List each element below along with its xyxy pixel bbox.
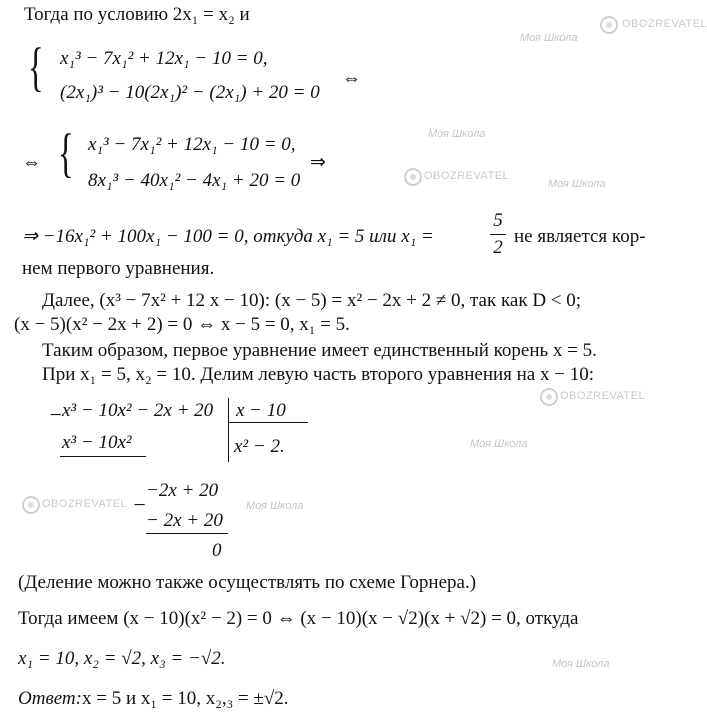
watermark-logo-icon: [600, 16, 618, 34]
watermark-logo-icon: [540, 388, 558, 406]
line-divide-second: При x₁ = 5, x₂ = 10. Делим левую часть второго уравнения на x − 10:: [42, 364, 594, 385]
equivalence-arrow-2: ⇔: [22, 152, 41, 173]
line-condition: Тогда по условию 2x₁ = x₂ и: [24, 4, 250, 25]
answer-text: x = 5 и x₁ = 10, x₂,₃ = ±√2.: [82, 688, 289, 709]
line-horner-note: (Деление можно также осуществлять по схеме Горнера.): [18, 572, 477, 593]
watermark-logo-icon: [22, 496, 40, 514]
line-result: ⇒ −16x₁² + 100x₁ − 100 = 0, откуда x₁ = 5 или x₁ =: [22, 226, 434, 247]
division-quotient: x² − 2.: [234, 436, 285, 457]
division-zero: 0: [212, 540, 222, 561]
system-brace-1: {: [28, 37, 44, 97]
watermark-school: Моя Школа: [428, 128, 486, 140]
fraction-numerator: 5: [493, 210, 503, 231]
system2-eq2: 8x₁³ − 40x₁² − 4x₁ + 20 = 0: [88, 170, 301, 191]
line-factored: Тогда имеем (x − 10)(x² − 2) = 0 ⇔ (x − 10)(x − √2)(x + √2) = 0, откуда: [18, 608, 579, 629]
line-root-note: нем первого уравнения.: [22, 258, 215, 279]
watermark-school: Моя Школа: [548, 178, 606, 190]
watermark-school: Моя Школа: [470, 438, 528, 450]
line-factorization: (x − 5)(x² − 2x + 2) = 0 ⇔ x − 5 = 0, x₁ = 5.: [14, 314, 350, 335]
system-brace-2: {: [58, 123, 74, 183]
system1-eq1: x₁³ − 7x₁² + 12x₁ − 10 = 0,: [60, 48, 268, 69]
watermark-brand: OBOZREVATEL: [560, 390, 646, 402]
textbook-page: Тогда по условию 2x₁ = x₂ и { x₁³ − 7x₁² + 12x₁ − 10 = 0, (2x₁)³ − 10(2x₁)² − (2x₁) + 20 = 0 ⇔ ⇔ { x₁³ − 7x₁² + 12x₁ − 10 = 0, 8x₁³ − 40x₁² − 4x₁ + 20 = 0 ⇒ ⇒ −16x₁² + 100x₁ − 100 = 0, откуда x₁ = 5 или x₁ = 5 2 не является кор- нем первого уравнения. Далее, (x³ − 7x² + 12 x − 10): (x − 5) = x² − 2x + 2 ≠ 0, так как D < 0; (x − 5)(x² − 2x + 2) = 0 ⇔ x − 5 = 0, x₁ = 5. Таким образом, первое уравнение имеет единственный корень x = 5. При x₁ = 5, x₂ = 10. Делим левую часть второго уравнения на x − 10: − x³ − 10x² − 2x + 20 x − 10 x³ − 10x² x² − 2. − −2x + 20 − 2x + 20 0 (Деление можно также осуществлять по схеме Горнера.) Тогда имеем (x − 10)(x² − 2) = 0 ⇔ (x − 10)(x − √2)(x + √2) = 0, откуда x₁ = 10, x₂ = √2, x₃ = −√2. Ответ: x = 5 и x₁ = 10, x₂,₃ = ±√2. Моя Школа OBOZREVATEL Моя Школа OBOZREVATEL Моя Школа OBOZREVATEL Моя Школа OBOZREVATEL Моя Школа Моя Школа: [14, 4, 707, 709]
fraction-denominator: 2: [493, 237, 503, 258]
division-divisor: x − 10: [236, 400, 286, 421]
division-dividend: x³ − 10x² − 2x + 20: [62, 400, 214, 421]
division-subtrahend-2: − 2x + 20: [146, 510, 223, 531]
watermark-logo-icon: [404, 168, 422, 186]
division-subtrahend-1: x³ − 10x²: [62, 432, 132, 453]
system2-eq1: x₁³ − 7x₁² + 12x₁ − 10 = 0,: [88, 134, 296, 155]
implication-arrow: ⇒: [310, 152, 326, 173]
watermark-brand: OBOZREVATEL: [42, 498, 128, 510]
line-result-tail: не является кор-: [514, 226, 646, 247]
line-division-check: Далее, (x³ − 7x² + 12 x − 10): (x − 5) = x² − 2x + 2 ≠ 0, так как D < 0;: [42, 290, 582, 311]
watermark-brand: OBOZREVATEL: [622, 18, 707, 30]
answer-label: Ответ:: [18, 688, 82, 709]
watermark-brand: OBOZREVATEL: [424, 170, 510, 182]
line-unique-root: Таким образом, первое уравнение имеет единственный корень x = 5.: [42, 340, 597, 361]
system1-eq2: (2x₁)³ − 10(2x₁)² − (2x₁) + 20 = 0: [60, 82, 320, 103]
line-roots: x₁ = 10, x₂ = √2, x₃ = −√2.: [18, 648, 226, 669]
equivalence-arrow-1: ⇔: [342, 68, 361, 89]
fraction-five-halves: [490, 210, 506, 259]
watermark-school: Моя Школа: [552, 658, 610, 670]
division-remainder-1: −2x + 20: [146, 480, 219, 501]
watermark-school: Моя Школа: [520, 32, 578, 44]
watermark-school: Моя Школа: [246, 500, 304, 512]
